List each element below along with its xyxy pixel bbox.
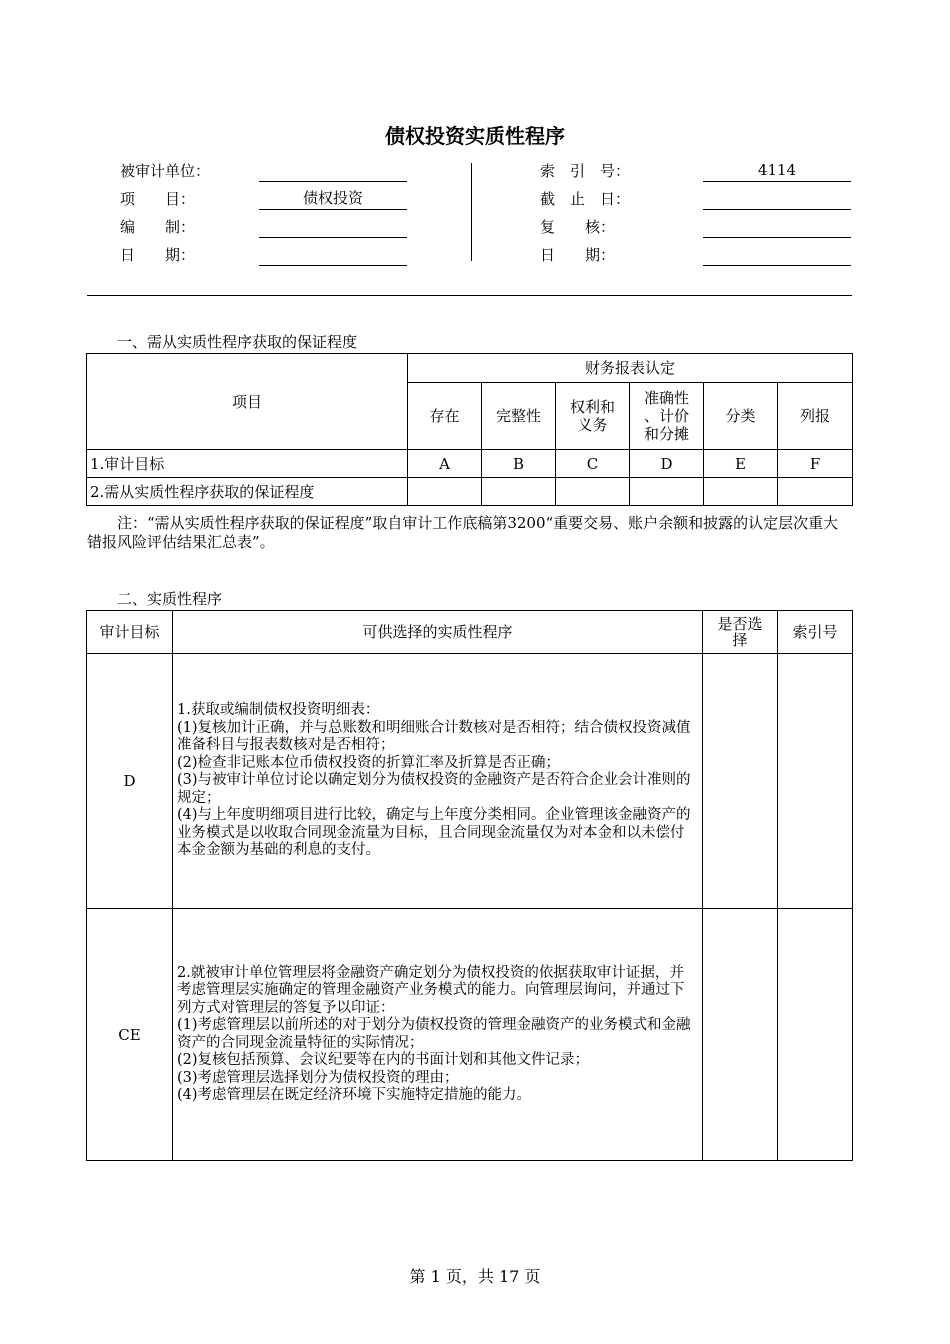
objective-header: 审计目标 [87,611,173,654]
date2-label: 日 期： [540,246,616,264]
index-field[interactable]: 4114 [703,159,851,182]
table-cell: B [482,450,556,478]
auditee-label: 被审计单位： [120,162,211,180]
col-rights: 权利和 义务 [556,383,630,450]
table-cell: D [630,450,704,478]
index-cell[interactable] [778,909,853,1161]
selected-header: 是否选 择 [703,611,778,654]
row-label: 2.需从实质性程序获取的保证程度 [87,478,408,506]
page-footer: 第 1 页，共 17 页 [409,1267,541,1286]
col-classification: 分类 [704,383,778,450]
procedure-cell: 1.获取或编制债权投资明细表： (1)复核加计正确，并与总账数和明细账合计数核对是否相符；结合债权投资减值准备科目与报表数核对是否相符； (2)检查非记账本位币债权投资的折算汇率及折算是否正确； (3)与被审计单位讨论以确定划分为债权投资的金融资产是否符合企业会计准则的规定； (4)与上年度明细项目进行比较，确定与上年度分类相同。企业管理该金融资产的业务模式是以收取合同现金流量为目标，且合同现金流量仅为对本金和以未偿付本金金额为基础的利息的支付。 [173,654,703,909]
table-cell[interactable] [482,478,556,506]
procedure-header: 可供选择的实质性程序 [173,611,703,654]
table-cell: A [408,450,482,478]
table-cell: F [778,450,853,478]
review-label: 复 核： [540,218,616,236]
table-cell[interactable] [556,478,630,506]
prepared-field[interactable] [259,215,407,238]
table-cell[interactable] [778,478,853,506]
section1-note: 注：“需从实质性程序获取的保证程度”取自审计工作底稿第3200“重要交易、账户余额和披露的认定层次重大错报风险评估结果汇总表”。 [87,514,839,551]
table-row [87,450,853,478]
auditee-field[interactable] [259,159,407,182]
table-cell[interactable] [408,478,482,506]
index-header: 索引号 [778,611,853,654]
prepared-label: 编 制： [120,218,196,236]
col-completeness: 完整性 [482,383,556,450]
index-cell[interactable] [778,654,853,909]
selected-cell[interactable] [703,909,778,1161]
col-presentation: 列报 [778,383,853,450]
date2-field[interactable] [703,243,851,266]
item-label: 项 目： [120,190,196,208]
header-rule [87,295,852,296]
table-row [87,478,853,506]
table-cell[interactable] [704,478,778,506]
review-field[interactable] [703,215,851,238]
table-cell: C [556,450,630,478]
item-header: 项目 [87,354,408,450]
section1-heading: 一、需从实质性程序获取的保证程度 [117,333,358,351]
assertion-group-header: 财务报表认定 [408,354,853,383]
cutoff-field[interactable] [703,187,851,210]
cutoff-label: 截 止 日： [540,190,631,208]
date-label: 日 期： [120,246,196,264]
date-field[interactable] [259,243,407,266]
header-divider [471,163,472,261]
page-title: 债权投资实质性程序 [385,124,565,148]
procedures-table [86,610,853,1161]
item-field[interactable]: 债权投资 [259,187,407,210]
table-cell[interactable] [630,478,704,506]
assurance-table [86,353,853,506]
objective-cell: D [87,654,173,909]
objective-cell: CE [87,909,173,1161]
col-existence: 存在 [408,383,482,450]
section2-heading: 二、实质性程序 [117,590,223,608]
table-row [87,654,853,909]
procedure-cell: 2.就被审计单位管理层将金融资产确定划分为债权投资的依据获取审计证据，并考虑管理层实施确定的管理金融资产业务模式的能力。向管理层询问，并通过下列方式对管理层的答复予以印证： (1)考虑管理层以前所述的对于划分为债权投资的管理金融资产的业务模式和金融资产的合同现金流量特征的实际情况； (2)复核包括预算、会议纪要等在内的书面计划和其他文件记录； (3)考虑管理层选择划分为债权投资的理由； (4)考虑管理层在既定经济环境下实施特定措施的能力。 [173,909,703,1161]
index-label: 索 引 号： [540,162,631,180]
table-cell: E [704,450,778,478]
table-row [87,909,853,1161]
col-accuracy: 准确性 、计价 和分摊 [630,383,704,450]
row-label: 1.审计目标 [87,450,408,478]
selected-cell[interactable] [703,654,778,909]
